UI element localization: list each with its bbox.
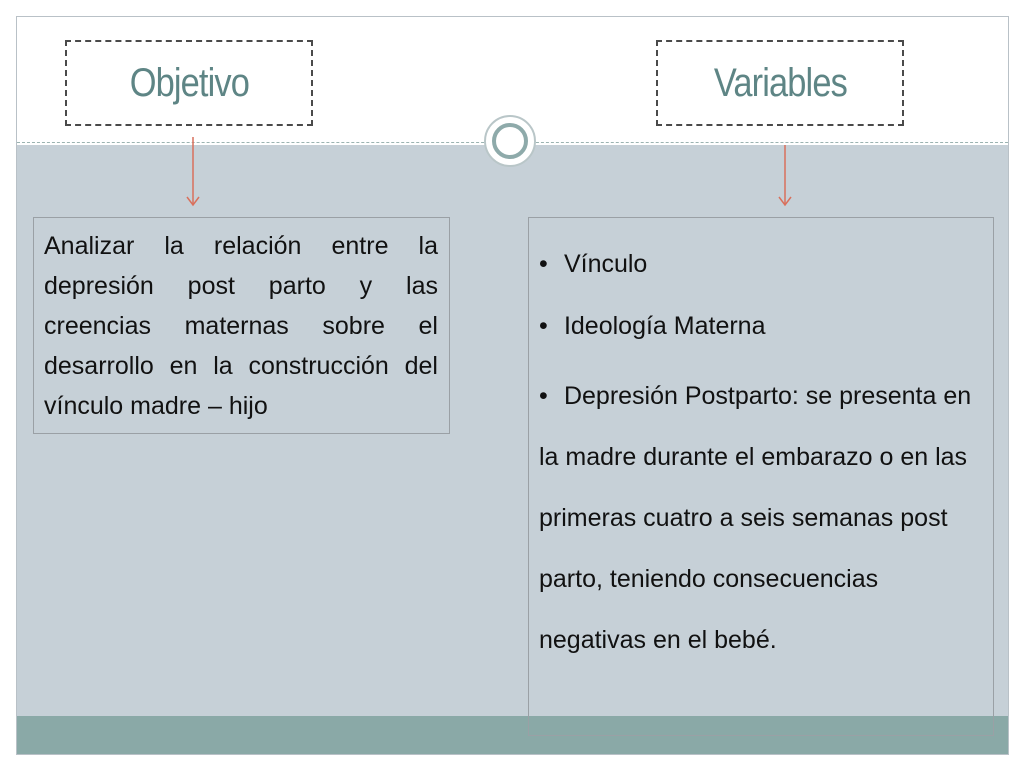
list-item (539, 244, 984, 284)
objective-box (33, 217, 450, 434)
list-item (539, 366, 984, 671)
ring-ornament-inner (492, 123, 528, 159)
ring-ornament-icon (484, 115, 536, 167)
variable-ideologia: Ideología Materna (563, 312, 766, 340)
objetivo-title-box (65, 40, 313, 126)
arrow-down-variables-icon (777, 145, 793, 209)
variables-title: Variables (713, 60, 847, 105)
bullet-icon: • (539, 382, 548, 410)
bullet-icon: • (539, 250, 548, 278)
objective-text: Analizar la relación entre la depresión post parto y las creencias maternas sobre el desarrollo en la construcción del vínculo madre – hijo (44, 232, 438, 420)
list-item (539, 306, 984, 346)
slide (16, 16, 1009, 755)
variable-vinculo: Vínculo (563, 250, 648, 278)
arrow-down-objetivo-icon (185, 137, 201, 209)
objetivo-title: Objetivo (129, 60, 249, 105)
variables-box (528, 217, 994, 736)
variables-list (539, 244, 984, 671)
variables-title-box (656, 40, 904, 126)
bullet-icon: • (539, 312, 548, 340)
variable-depresion: Depresión Postparto: se presenta en la madre durante el embarazo o en las primeras cuatro a seis semanas post parto, teniendo consecuencias negativas en el bebé. (539, 382, 972, 654)
